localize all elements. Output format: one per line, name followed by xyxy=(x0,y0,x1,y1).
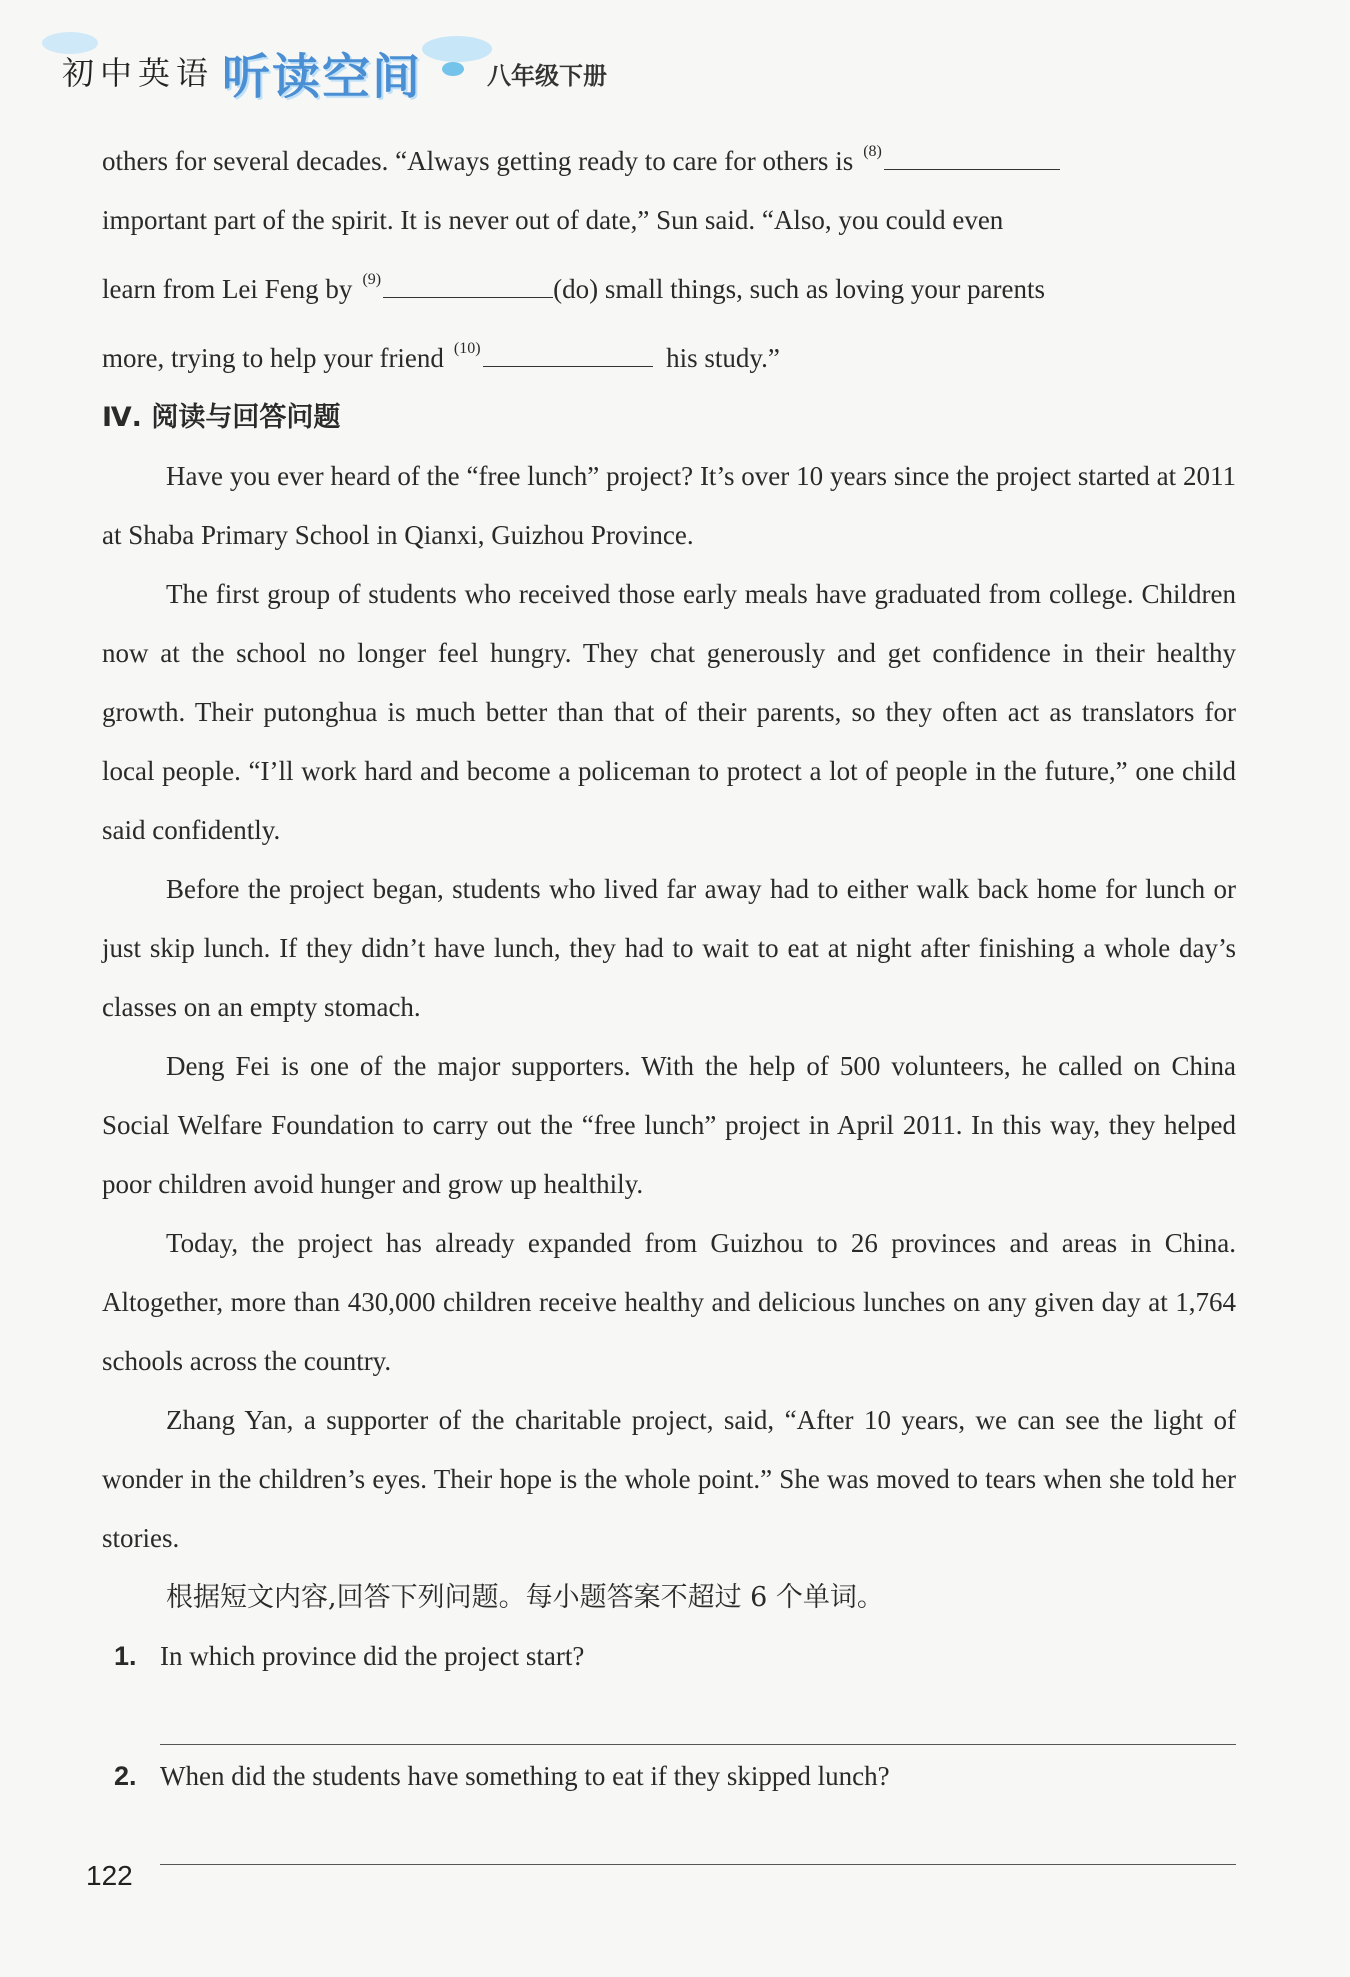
grade-label: 八年级下册 xyxy=(487,62,607,90)
reading-paragraph: Zhang Yan, a supporter of the charitable project, said, “After 10 years, we can see the light of wonder in the children’s eyes. Their hope is the whole point.” She was moved to tears when she told her stories. xyxy=(102,1405,1236,1553)
question-item xyxy=(102,1627,1236,1686)
question-number: 2. xyxy=(114,1761,137,1791)
reading-paragraph: Have you ever heard of the “free lunch” project? It’s over 10 years since the project started at 2011 at Shaba Primary School in Qianxi, Guizhou Province. xyxy=(102,461,1236,550)
blank-number: (10) xyxy=(453,340,481,357)
text-segment: his study.” xyxy=(666,343,780,373)
series-name: 听读空间 xyxy=(222,49,423,105)
continuation-line xyxy=(102,191,1236,250)
answer-line[interactable] xyxy=(160,1806,1236,1865)
reading-paragraph: Today, the project has already expanded from Guizhou to 26 provinces and areas in China. Altogether, more than 430,000 children receive healthy and delicious lunches on any given day at 1,764 schools across the country. xyxy=(102,1228,1236,1376)
section-title: Ⅳ. 阅读与回答问题 xyxy=(102,402,341,433)
page-header xyxy=(62,28,1292,118)
book-title: 初中英语 xyxy=(62,54,215,92)
decorative-bubble xyxy=(422,36,492,62)
page-number: 122 xyxy=(86,1860,133,1891)
cloud-icon xyxy=(442,62,464,76)
question-number: 1. xyxy=(114,1641,137,1671)
text-segment: others for several decades. “Always getting ready to care for others is xyxy=(102,146,854,176)
continuation-line xyxy=(102,122,1236,191)
question-item xyxy=(102,1747,1236,1806)
continuation-line xyxy=(102,319,1236,388)
text-segment: (do) small things, such as loving your parents xyxy=(553,274,1046,304)
text-segment: learn from Lei Feng by xyxy=(102,274,353,304)
page-content xyxy=(102,122,1236,1867)
blank-number: (8) xyxy=(863,143,882,160)
fill-blank-9[interactable] xyxy=(383,271,553,298)
question-text: In which province did the project start? xyxy=(160,1641,585,1671)
reading-paragraph: The first group of students who received those early meals have graduated from college. Children now at the school no longer feel hungry. They chat generously and get confidence in their healthy growth. Their putonghua is much better than that of their parents, so they often act as translators for local people. “I’ll work hard and become a policeman to protect a lot of people in the future,” one child said confidently. xyxy=(102,579,1236,845)
blank-number: (9) xyxy=(362,271,382,288)
reading-paragraph: Before the project began, students who lived far away had to either walk back home for lunch or just skip lunch. If they didn’t have lunch, they had to wait to eat at night after finishing a whole day’s classes on an empty stomach. xyxy=(102,874,1236,1022)
fill-blank-8[interactable] xyxy=(884,143,1060,170)
answer-line[interactable] xyxy=(160,1686,1236,1745)
instruction-text: 根据短文内容,回答下列问题。每小题答案不超过 6 个单词。 xyxy=(166,1582,884,1613)
text-segment: more, trying to help your friend xyxy=(102,343,444,373)
question-text: When did the students have something to eat if they skipped lunch? xyxy=(160,1761,890,1791)
continuation-line xyxy=(102,250,1236,319)
text-segment: important part of the spirit. It is never out of date,” Sun said. “Also, you could even xyxy=(102,205,1004,235)
reading-paragraph: Deng Fei is one of the major supporters. With the help of 500 volunteers, he called on China Social Welfare Foundation to carry out the “free lunch” project in April 2011. In this way, they helped poor children avoid hunger and grow up healthily. xyxy=(102,1051,1236,1199)
fill-blank-10[interactable] xyxy=(483,340,653,367)
